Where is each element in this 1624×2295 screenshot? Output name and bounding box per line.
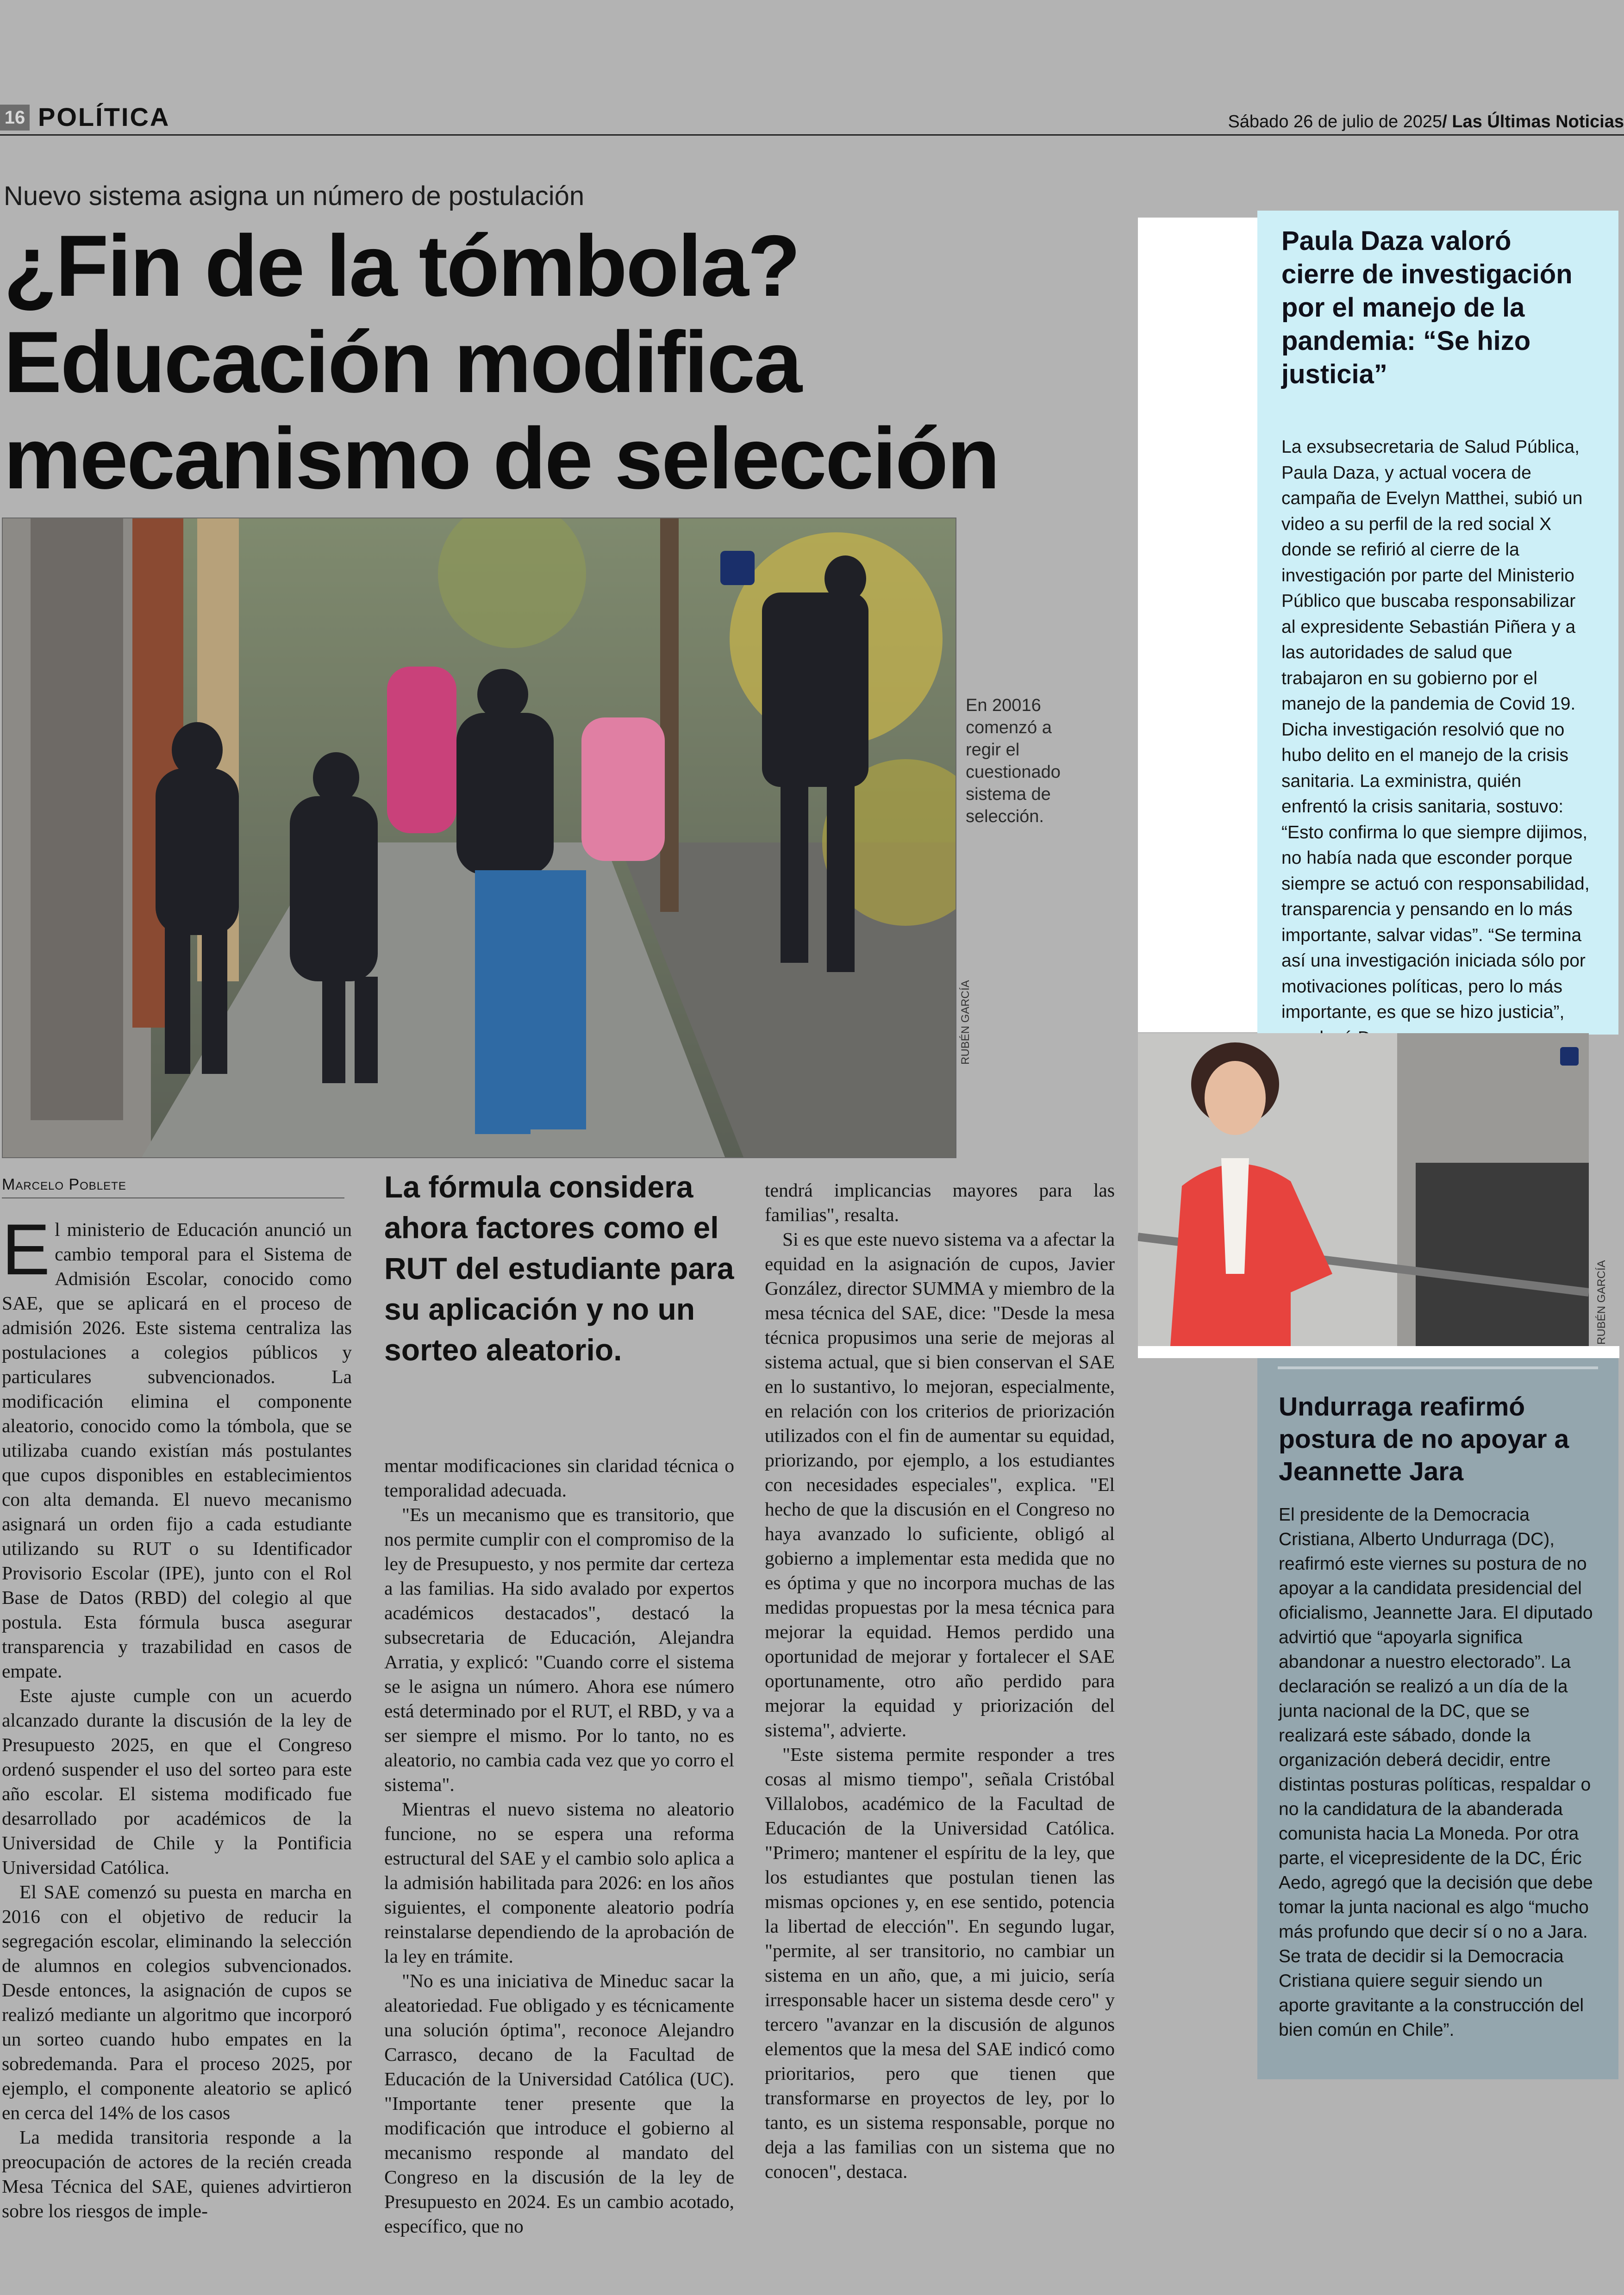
article-paragraph: tendrá implicancias mayores para las familias", resalta. <box>765 1179 1115 1225</box>
sidebar-body: El presidente de la Democracia Cristiana, Alberto Undurraga (DC), reafirmó este viernes su postura de no apoyar a la candidata presidencial del oficialismo, Jeannette Jara. El diputado advirtió que “apoyarla significa abandonar a nuestro electorado”. La declaración se realizó a un día de la junta nacional de la DC, que se realizará este sábado, donde la organización deberá decidir, entre distintas posturas políticas, respaldar o no la candidatura de la abanderada comunista hacia La Moneda. Por otra parte, el vicepresidente de la DC, Éric Aedo, agregó que la decisión que debe tomar la junta nacional es algo “mucho más profundo que decir sí o no a Jara. Se trata de decidir si la Democracia Cristiana quiere seguir siendo un aporte gravitante a la construcción del bien común en Chile”. <box>1279 1505 1593 2040</box>
article-paragraph: La medida transitoria responde a la preocupación de actores de la recién creada Mesa Técnica del SAE, quienes advirtieron sobre los riesgos de imple- <box>2 2127 352 2221</box>
header-rule <box>0 134 1624 136</box>
article-paragraph: "Este sistema permite responder a tres cosas al mismo tiempo", señala Cristóbal Villalobos, académico de la Facultad de Educación de la Universidad Católica. "Primero; mantener el espíritu de la ley, que los estudiantes que postulan tienen las mismas opciones y, en ese sentido, potencia la libertad de elección". En segundo lugar, "permite, al ser transitorio, no cambiar un sistema en un año, que, a mi juicio, sería irresponsable hacer un sistema desde cero" y tercero "avanzar en la discusión de algunos elementos que la mesa del SAE indicó como prioritarios, pero que tienen que transformarse en proyectos de ley, por lo tanto, es un sistema responsable, porque no deja a las familias con un sistema que no conocen", destaca. <box>765 1744 1115 2182</box>
article-byline: Marcelo Poblete <box>2 1176 344 1198</box>
pull-quote: La fórmula considera ahora factores como el RUT del estudiante para su aplicación y no un sorteo aleatorio. <box>384 1170 734 1367</box>
sidebar-body: La exsubsecretaria de Salud Pública, Paula Daza, y actual vocera de campaña de Evelyn Matthei, subió un video a su perfil de la red social X donde se refirió al cierre de la investigación por parte del Ministerio Público que buscaba responsabilizar al expresidente Sebastián Piñera y a las autoridades de salud que trabajaron en su gobierno por el manejo de la pandemia de Covid 19. Dicha investigación resolvió que no hubo delito en el manejo de la crisis sanitaria. La exministra, quién enfrentó la crisis sanitaria, sostuvo: “Esto confirma lo que siempre dijimos, no había nada que esconder porque siempre se actuó con responsabilidad, transparencia y pensando en lo más importante, salvar vidas”. “Se termina así una investigación iniciada sólo por motivaciones políticas, pero lo más importante, es que se hizo justicia”, <box>1281 437 1590 1022</box>
portrait-photo <box>1138 1033 1589 1346</box>
issue-date: Sábado 26 de julio de 2025 <box>1228 112 1443 131</box>
drop-cap: E <box>2 1210 50 1290</box>
article-headline: ¿Fin de la tómbola? Educación modifica mecanismo de selección <box>4 217 999 507</box>
article-paragraph: El SAE comenzó su puesta en marcha en 2016 con el objetivo de reducir la segregación escolar, eliminando la selección de alumnos en colegios subvencionados. Desde entonces, la asignación de cupos se realizó mediante un algoritmo que incorporó un sorteo cuando hubo empates en la sobredemanda. Para el proceso 2025, por ejemplo, el componente aleatorio se aplicó en cerca del 14% de los casos <box>2 1881 352 2123</box>
dateline-separator: / <box>1442 112 1447 131</box>
sidebar-headline: Undurraga reafirmó postura de no apoyar a Jeannette Jara <box>1279 1392 1569 1486</box>
page-number: 16 <box>0 105 30 131</box>
article-paragraph: Mientras el nuevo sistema no aleatorio funcione, no se espera una reforma estructural del SAE y el cambio solo aplica a la admisión habilitada para 2026: en los años siguientes, el componente aleatorio podría reinstalarse dependiendo de la aprobación de la ley en trámite. <box>384 1798 734 1967</box>
article-column-2 <box>384 1453 734 2239</box>
article-column-1 <box>2 1210 352 2223</box>
article-paragraph: El ministerio de Educación anunció un cambio temporal para el Sistema de Admisión Escolar, conocido como SAE, que se aplicará en el proceso de admisión 2026. Este sistema centraliza las postulaciones a colegios públicos y particulares subvencionados. La modificación elimina el componente aleatorio, conocido como la tómbola, que se utilizaba cuando existían más postulantes que cupos disponibles en establecimientos con alta demanda. El nuevo mecanismo asignará un orden fijo a cada estudiante utilizando su RUT o su Identificador Provisorio Escolar (IPE), junto con el Rol Base de Datos (RBD) del colegio al que postula. Esta fórmula busca asegurar transparencia y trazabilidad en casos de empate. <box>2 1210 352 1682</box>
article-paragraph: Si es que este nuevo sistema va a afectar la equidad en la asignación de cupos, Javier González, director SUMMA y miembro de la mesa técnica del SAE, dice: "Desde la mesa técnica propusimos una serie de mejoras al sistema actual, que si bien conservan el SAE en lo sustantivo, lo mejoran, especialmente, en relación con los criterios de priorización utilizados con el fin de aumentar su equidad, priorizando, por ejemplo, a los estudiantes con necesidades especiales", explica. "El hecho de que la discusión en el Congreso no haya avanzado lo suficiente, obligó al gobierno a implementar esta medida que no es óptima y que no incorpora muchas de las medidas propuestas por la mesa técnica para mejorar la equidad. Hemos perdido una oportunidad de mejorar y fortalecer el SAE oportunamente, otro año perdido para mejorar la equidad y priorización del sistema", advierte. <box>765 1229 1115 1740</box>
article-kicker: Nuevo sistema asigna un número de postulación <box>4 181 585 211</box>
photo-caption: En 20016 comenzó a regir el cuestionado sistema de selección. <box>966 696 1061 826</box>
publication-name: Las Últimas Noticias <box>1452 112 1624 131</box>
article-paragraph: "Es un mecanismo que es transitorio, que nos permite cumplir con el compromiso de la ley de Presupuesto, y nos permite dar certeza a las familias. Ha sido avalado por expertos académicos destacados", destacó la subsecretaria de Educación, Alejandra Arratia, y explicó: "Cuando corre el sistema se le asigna un número. Ahora ese número está determinado por el RUT, el RBD, y va a ser siempre el mismo. Por lo tanto, no es aleatorio, no cambia cada vez que yo corro el sistema". <box>384 1504 734 1795</box>
article-paragraph: Este ajuste cumple con un acuerdo alcanzado durante la discusión de la ley de Presupuesto 2025, en que el Congreso ordenó suspender el uso del sorteo para este año escolar. El sistema modificado fue desarrollado por académicos de la Universidad de Chile y la Pontificia Universidad Católica. <box>2 1685 352 1878</box>
dateline <box>1228 112 1624 132</box>
sidebar-headline: Paula Daza valoró cierre de investigación por el manejo de la pandemia: “Se hizo justicia” <box>1281 226 1573 389</box>
article-column-3 <box>765 1178 1115 2184</box>
article-photo <box>2 518 956 1158</box>
photo-credit: RUBÉN GARCÍA <box>959 980 972 1065</box>
sidebar-divider <box>1278 1366 1598 1369</box>
portrait-credit: RUBÉN GARCÍA <box>1595 1260 1608 1345</box>
article-paragraph: mentar modificaciones sin claridad técnica o temporalidad adecuada. <box>384 1455 734 1501</box>
portrait-margin <box>1138 1346 1619 1358</box>
section-label: POLÍTICA <box>38 102 170 131</box>
article-paragraph: "No es una iniciativa de Mineduc sacar la aleatoriedad. Fue obligado y es técnicamente una solución óptima", reconoce Alejandro Carrasco, decano de la Facultad de Educación de la Universidad Católica (UC). "Importante tener presente que la modificación que introduce el gobierno al mecanismo responde al mandato del Congreso en la discusión de la ley de Presupuesto en 2024. Es un cambio acotado, específico, que no <box>384 1970 734 2237</box>
sidebar-margin <box>1138 218 1259 1032</box>
